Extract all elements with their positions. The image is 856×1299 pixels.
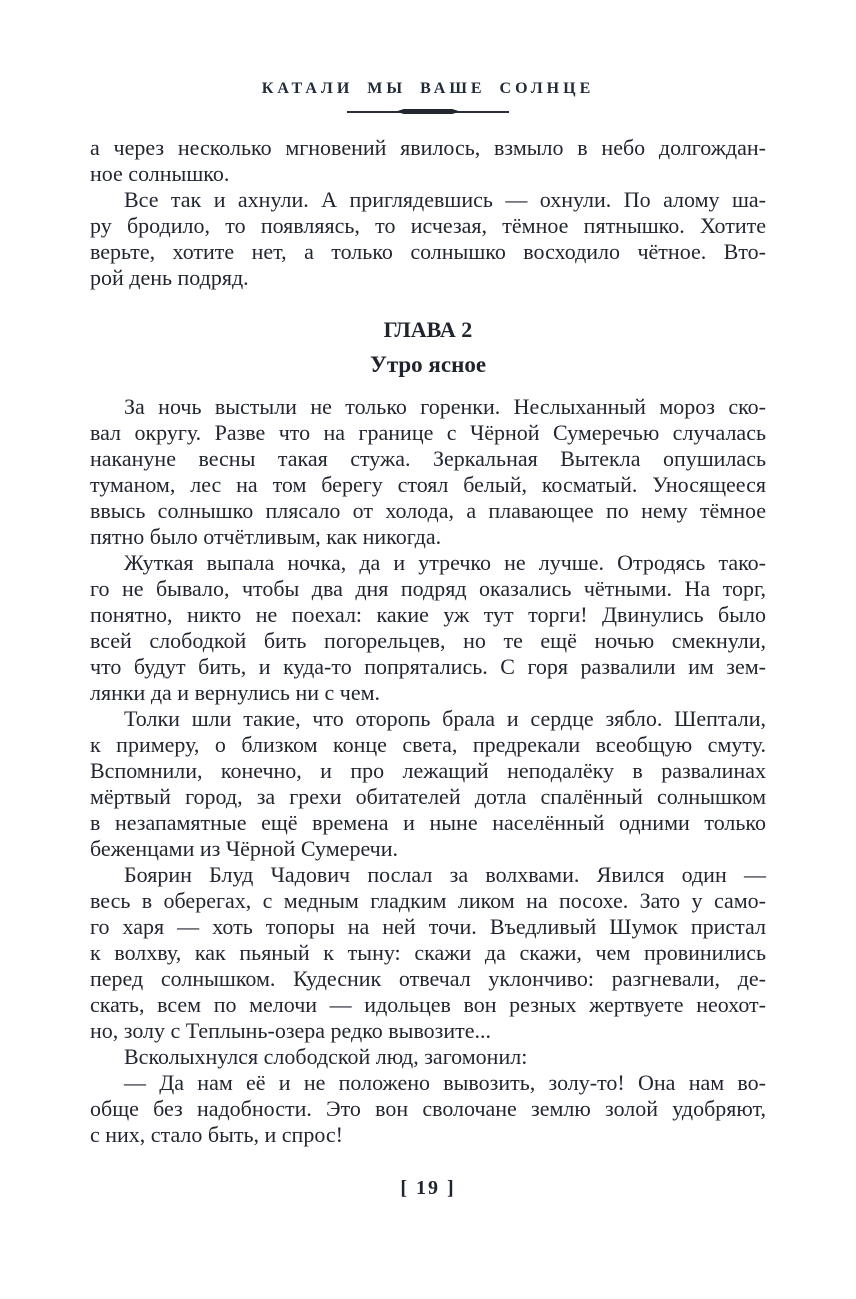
paragraph	[90, 1070, 766, 1148]
text-line: Все так и ахнули. А приглядевшись — охнули. По алому ша-	[124, 187, 766, 212]
header-divider-ornament	[347, 109, 509, 115]
text-line: лянки да и вернулись ни с чем.	[90, 680, 381, 705]
text-line: понятно, никто не поехал: какие уж тут торги! Двинулись было	[90, 602, 766, 627]
chapter-title: Утро ясное	[369, 352, 487, 377]
text-line: что будут бить, и куда-то попрятались. С горя развалили им зем-	[90, 654, 766, 679]
text-line: ру бродило, то появляясь, то исчезая, тёмное пятнышко. Хотите	[90, 213, 766, 238]
chapter-number: ГЛАВА 2	[383, 317, 473, 342]
paragraph	[90, 1044, 766, 1070]
text-line: скать, всем по мелочи — идольцев вон резных жертвуете неохот-	[90, 992, 766, 1017]
page-number: [ 19 ]	[400, 1177, 456, 1199]
paragraph	[90, 135, 766, 187]
paragraph	[90, 394, 766, 550]
text-line: Боярин Блуд Чадович послал за волхвами. Явился один —	[124, 862, 766, 887]
chapter-section	[90, 394, 766, 1148]
paragraph	[90, 550, 766, 706]
text-line: верьте, хотите нет, а только солнышко восходило чётное. Вто-	[90, 239, 766, 264]
text-line: Жуткая выпала ночка, да и утречко не лучше. Отродясь тако-	[124, 550, 766, 575]
text-line: накануне весны такая стужа. Зеркальная Вытекла опушилась	[90, 446, 766, 471]
page-footer	[0, 1176, 856, 1200]
running-title: КАТАЛИ МЫ ВАШЕ СОЛНЦЕ	[261, 80, 595, 97]
text-line: — Да нам её и не положено вывозить, золу-то! Она нам во-	[124, 1070, 766, 1095]
text-line: го не бывало, чтобы два дня подряд оказались чётными. На торг,	[90, 576, 766, 601]
text-line: Всколыхнулся слободской люд, загомонил:	[124, 1044, 528, 1069]
chapter-heading-block	[90, 315, 766, 380]
text-line: ввысь солнышко плясало от холода, а плавающее по нему тёмное	[90, 498, 766, 523]
text-line: весь в оберегах, с медным гладким ликом на посохе. Зато у само-	[90, 888, 766, 913]
running-header	[0, 0, 856, 115]
text-line: с них, стало быть, и спрос!	[90, 1122, 343, 1147]
paragraph	[90, 862, 766, 1044]
text-line: туманом, лес на том берегу стоял белый, косматый. Уносящееся	[90, 472, 766, 497]
text-line: к примеру, о близком конце света, предрекали всеобщую смуту.	[90, 732, 766, 757]
text-line: беженцами из Чёрной Сумеречи.	[90, 836, 398, 861]
text-line: ное солнышко.	[90, 161, 230, 186]
intro-section	[90, 135, 766, 291]
text-line: Вспомнили, конечно, и про лежащий неподалёку в развалинах	[90, 758, 766, 783]
text-line: пятно было отчётливым, как никогда.	[90, 524, 442, 549]
text-line: вал округу. Разве что на границе с Чёрной Сумеречью случалась	[90, 420, 766, 445]
text-line: За ночь выстыли не только горенки. Неслыханный мороз ско-	[124, 394, 766, 419]
text-line: перед солнышком. Кудесник отвечал уклончиво: разгневали, де-	[90, 966, 766, 991]
text-line: к волхву, как пьяный к тыну: скажи да скажи, чем провинились	[90, 940, 766, 965]
text-line: Толки шли такие, что оторопь брала и сердце зябло. Шептали,	[124, 706, 766, 731]
text-line: а через несколько мгновений явилось, взмыло в небо долгождан-	[90, 135, 766, 160]
text-line: рой день подряд.	[90, 265, 249, 290]
text-line: го харя — хоть топоры на ней точи. Въедливый Шумок пристал	[90, 914, 766, 939]
text-line: но, золу с Теплынь-озера редко вывозите...	[90, 1018, 492, 1043]
text-line: всей слободкой бить погорельцев, но те ещё ночью смекнули,	[90, 628, 766, 653]
text-line: в незапамятные ещё времена и ныне населённый одними только	[90, 810, 766, 835]
body-text	[90, 135, 766, 1148]
paragraph	[90, 187, 766, 291]
paragraph	[90, 706, 766, 862]
tapered-rule-icon	[396, 109, 460, 114]
text-line: обще без надобности. Это вон сволочане землю золой удобряют,	[90, 1096, 766, 1121]
text-line: мёртвый город, за грехи обитателей дотла спалённый солнышком	[90, 784, 766, 809]
